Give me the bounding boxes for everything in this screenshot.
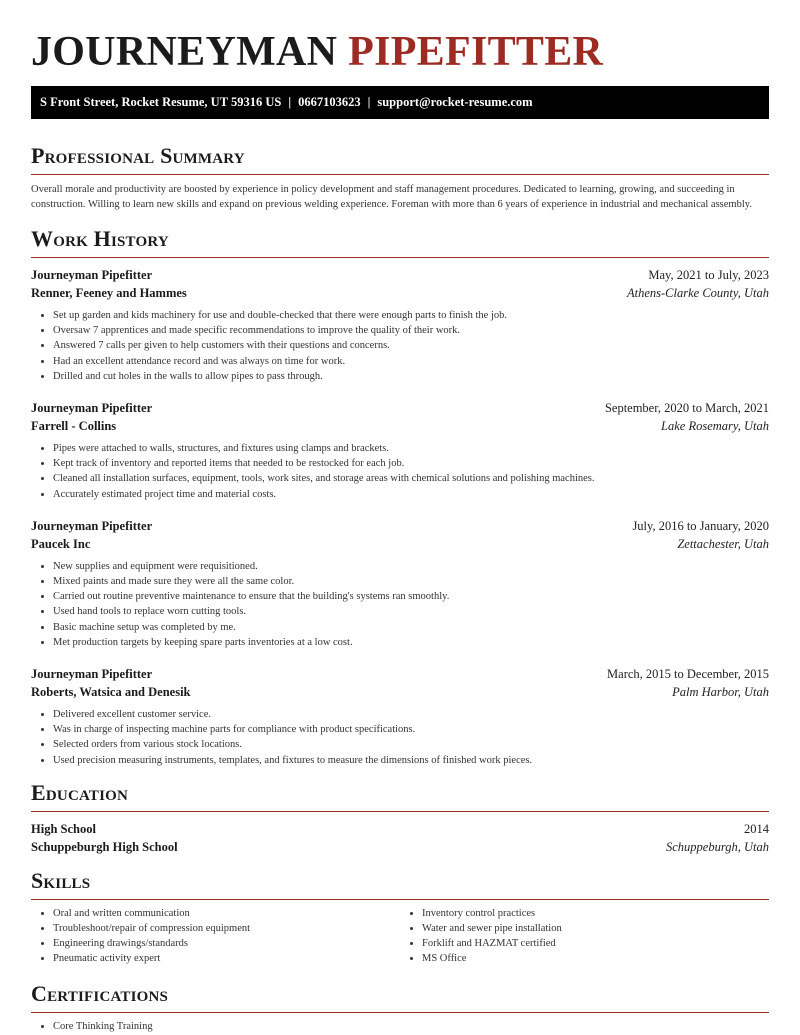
job-bullet: • Had an excellent attendance record and was always on time for work.: [53, 354, 769, 369]
section-title-work-history: Work History: [31, 224, 769, 258]
job-bullet: • Was in charge of inspecting machine parts for compliance with product specifications.: [53, 722, 769, 737]
job-location: Athens-Clarke County, Utah: [627, 286, 769, 300]
education-school: Schuppeburgh High School: [31, 839, 178, 854]
section-title-summary: Professional Summary: [31, 141, 769, 175]
job-bullet: • Pipes were attached to walls, structures, and fixtures using clamps and brackets.: [53, 441, 769, 456]
job-title: Journeyman Pipefitter: [31, 268, 153, 282]
contact-bar: [31, 86, 769, 119]
job-dates: July, 2016 to January, 2020: [632, 518, 769, 533]
job-company: Roberts, Watsica and Denesik: [31, 685, 191, 700]
job-bullet: • Mixed paints and made sure they were all the same color.: [53, 574, 769, 589]
job-bullet: • Set up garden and kids machinery for use and double-checked that there were enough parts to finish the job.: [53, 308, 769, 323]
job-bullet: • Oversaw 7 apprentices and made specific recommendations to improve the quality of their work.: [53, 323, 769, 338]
education-location: Schuppeburgh, Utah: [666, 839, 769, 854]
summary-text: Overall morale and productivity are boosted by experience in policy development and staff management procedures. Dedicated to learning, growing, and succeeding in construction. Willing to learn new skills and expand on previous welding experience. Foreman with more than 6 years of experience in industrial and mechanical assembly.: [31, 184, 752, 210]
resume-page: [31, 0, 769, 1034]
section-title-certifications: Certifications: [31, 979, 769, 1013]
job-bullets: [31, 559, 769, 650]
skill-item: • Engineering drawings/standards: [53, 936, 400, 951]
work-history-list: [31, 266, 769, 768]
job-bullet: • Drilled and cut holes in the walls to allow pipes to pass through.: [53, 369, 769, 384]
job-entry: [31, 665, 769, 768]
skill-item: • Pneumatic activity expert: [53, 951, 400, 966]
job-title: Journeyman Pipefitter: [31, 518, 153, 533]
skill-item: • Inventory control practices: [422, 906, 769, 921]
skill-item: • Troubleshoot/repair of compression equipment: [53, 921, 400, 936]
job-title: Journeyman Pipefitter: [31, 667, 153, 682]
job-bullet: • Used hand tools to replace worn cutting tools.: [53, 604, 769, 619]
job-bullets: [31, 308, 769, 384]
skill-item: • Oral and written communication: [53, 906, 400, 921]
job-bullet: • Met production targets by keeping spare parts inventories at a low cost.: [53, 635, 769, 650]
contact-phone[interactable]: 0667103623: [298, 95, 361, 109]
job-entry: [31, 517, 769, 650]
skills-list: [31, 906, 769, 967]
education-entry: [31, 820, 769, 856]
job-bullet: • Accurately estimated project time and material costs.: [53, 487, 769, 502]
job-company: Renner, Feeney and Hammes: [31, 286, 187, 300]
certification-item: • Core Thinking Training: [53, 1019, 769, 1034]
job-dates: September, 2020 to March, 2021: [604, 401, 769, 416]
job-dates: May, 2021 to July, 2023: [648, 268, 769, 282]
job-bullet: • New supplies and equipment were requisitioned.: [53, 559, 769, 574]
skill-item: • Water and sewer pipe installation: [422, 921, 769, 936]
candidate-name: [31, 28, 769, 76]
job-company: Paucek Inc: [31, 536, 91, 551]
job-bullet: • Kept track of inventory and reported items that needed to be restocked for each job.: [53, 456, 769, 471]
name-last: PIPEFITTER: [348, 29, 604, 75]
job-company: Farrell - Collins: [31, 419, 117, 434]
skills-column-right: [400, 906, 769, 967]
contact-separator: |: [288, 95, 292, 109]
section-title-education: Education: [31, 778, 769, 812]
job-bullet: • Delivered excellent customer service.: [53, 707, 769, 722]
job-dates: March, 2015 to December, 2015: [607, 667, 769, 682]
job-bullet: • Cleaned all installation surfaces, equipment, tools, work sites, and storage areas with chemical solutions and polishing machines.: [53, 471, 769, 486]
section-title-skills: Skills: [31, 866, 769, 900]
name-first: JOURNEYMAN: [31, 29, 338, 75]
education-degree: High School: [31, 821, 96, 836]
job-bullet: • Used precision measuring instruments, templates, and fixtures to measure the dimensions of finished work pieces.: [53, 753, 769, 768]
skill-item: • MS Office: [422, 951, 769, 966]
contact-separator: |: [367, 95, 371, 109]
job-title: Journeyman Pipefitter: [31, 401, 153, 416]
job-location: Palm Harbor, Utah: [672, 685, 769, 700]
contact-address: S Front Street, Rocket Resume, UT 59316 US: [40, 95, 282, 109]
job-location: Lake Rosemary, Utah: [661, 419, 769, 434]
certifications-list: [31, 1019, 769, 1034]
skill-item: • Forklift and HAZMAT certified: [422, 936, 769, 951]
job-bullet: • Selected orders from various stock locations.: [53, 737, 769, 752]
skills-column-left: [31, 906, 400, 967]
education-year: 2014: [744, 821, 769, 836]
job-bullet: • Carried out routine preventive maintenance to ensure that the building's systems ran smoothly.: [53, 589, 769, 604]
job-bullet: • Basic machine setup was completed by me.: [53, 620, 769, 635]
job-entry: [31, 399, 769, 502]
contact-email[interactable]: support@rocket-resume.com: [377, 95, 533, 109]
job-entry: [31, 266, 769, 384]
job-bullets: [31, 441, 769, 502]
job-bullet: • Answered 7 calls per given to help customers with their questions and concerns.: [53, 338, 769, 353]
job-bullets: [31, 707, 769, 768]
job-location: Zettachester, Utah: [677, 536, 769, 551]
